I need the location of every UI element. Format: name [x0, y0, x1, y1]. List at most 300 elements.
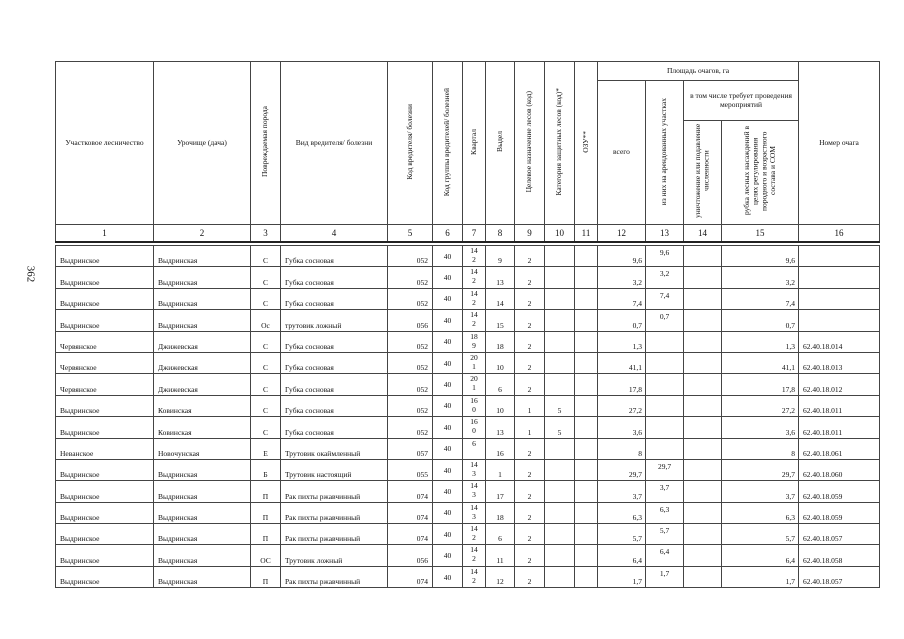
- header-tract: Урочище (дача): [154, 62, 251, 225]
- purpose-cell: 2: [515, 310, 545, 331]
- leased-area-cell: [646, 502, 684, 523]
- total-area-cell: 3,6: [598, 417, 646, 438]
- table-row: [56, 459, 880, 480]
- group-code-cell: 40: [433, 267, 463, 288]
- suppression-cell: [684, 331, 722, 352]
- leased-area-cell: [646, 545, 684, 566]
- pest-cell: Губка сосновая: [281, 288, 388, 309]
- allotment-cell: 14: [486, 288, 515, 309]
- leased-area-cell: [646, 395, 684, 416]
- pest-cell: Губка сосновая: [281, 395, 388, 416]
- group-code-cell: 40: [433, 481, 463, 502]
- category-cell: [545, 310, 575, 331]
- suppression-cell: [684, 459, 722, 480]
- quarter-number: 14: [470, 545, 478, 555]
- quarter-number: 14: [470, 246, 478, 255]
- category-cell: [545, 331, 575, 352]
- felling-area-cell: 9,6: [722, 246, 799, 267]
- allotment-cell: 17: [486, 481, 515, 502]
- header-focus-number: Номер очага: [799, 62, 880, 225]
- category-cell: [545, 352, 575, 373]
- purpose-cell: 2: [515, 267, 545, 288]
- group-code-cell: 40: [433, 545, 463, 566]
- leased-area-cell: [646, 459, 684, 480]
- purpose-cell: 2: [515, 502, 545, 523]
- focus-number-cell: 62.40.18.057: [799, 524, 880, 545]
- pest-cell: трутовик ложный: [281, 310, 388, 331]
- species-cell: С: [251, 395, 281, 416]
- purpose-cell: 2: [515, 374, 545, 395]
- pest-cell: Рак пихты ржавчинный: [281, 502, 388, 523]
- group-code-cell: 40: [433, 459, 463, 480]
- felling-area-cell: 6,4: [722, 545, 799, 566]
- header-quarter: Квартал: [468, 128, 478, 155]
- pest-code-cell: 056: [388, 310, 433, 331]
- leased-area-cell: [646, 310, 684, 331]
- leased-area-cell: [646, 524, 684, 545]
- quarter-number: 14: [470, 310, 478, 320]
- focus-number-cell: 62.40.18.059: [799, 502, 880, 523]
- focus-number-cell: 62.40.18.011: [799, 417, 880, 438]
- total-area-cell: 9,6: [598, 246, 646, 267]
- pest-cell: Рак пихты ржавчинный: [281, 481, 388, 502]
- table-row: [56, 246, 880, 267]
- quarter-suffix: 0: [472, 404, 476, 414]
- species-cell: С: [251, 267, 281, 288]
- column-number: 10: [545, 225, 575, 243]
- quarter-suffix: 3: [472, 468, 476, 478]
- quarter-suffix: 1: [472, 383, 476, 393]
- header-species: Повреждаемая порода: [260, 106, 270, 178]
- total-area-cell: 7,4: [598, 288, 646, 309]
- table-row: [56, 545, 880, 566]
- header-pest-type: Вид вредителя/ болезни: [281, 62, 388, 225]
- felling-area-cell: 41,1: [722, 352, 799, 373]
- table-row: [56, 566, 880, 587]
- suppression-cell: [684, 481, 722, 502]
- tract-cell: Джижевская: [154, 331, 251, 352]
- focus-number-cell: 62.40.18.060: [799, 459, 880, 480]
- suppression-cell: [684, 417, 722, 438]
- pest-code-cell: 074: [388, 481, 433, 502]
- tract-cell: Джижевская: [154, 352, 251, 373]
- pest-code-cell: 057: [388, 438, 433, 459]
- leased-area-value: 6,3: [659, 504, 670, 514]
- column-number: 12: [598, 225, 646, 243]
- allotment-cell: 9: [486, 246, 515, 267]
- header-pest-group-code: Код группы вредителей/ болезней: [442, 87, 452, 196]
- pest-cell: Губка сосновая: [281, 267, 388, 288]
- pest-cell: Рак пихты ржавчинный: [281, 566, 388, 587]
- quarter-suffix: 2: [472, 297, 476, 307]
- forestry-cell: Выдринское: [56, 246, 154, 267]
- forestry-cell: Выдринское: [56, 566, 154, 587]
- leased-area-cell: [646, 331, 684, 352]
- pest-cell: Трутовик настоящий: [281, 459, 388, 480]
- pest-code-cell: 052: [388, 288, 433, 309]
- felling-area-cell: 6,3: [722, 502, 799, 523]
- table-row: [56, 352, 880, 373]
- allotment-cell: 16: [486, 438, 515, 459]
- column-number: 5: [388, 225, 433, 243]
- total-area-cell: 6,4: [598, 545, 646, 566]
- header-pest-code: Код вредителя/ болезни: [404, 103, 414, 180]
- category-cell: [545, 524, 575, 545]
- forestry-cell: Червянское: [56, 374, 154, 395]
- category-cell: [545, 545, 575, 566]
- focus-number-cell: [799, 310, 880, 331]
- felling-area-cell: 29,7: [722, 459, 799, 480]
- leased-area-cell: [646, 417, 684, 438]
- column-number: 14: [684, 225, 722, 243]
- purpose-cell: 2: [515, 246, 545, 267]
- pest-cell: Губка сосновая: [281, 352, 388, 373]
- focus-number-cell: 62.40.18.013: [799, 352, 880, 373]
- quarter-cell: [463, 395, 486, 416]
- leased-area-cell: [646, 352, 684, 373]
- allotment-cell: 6: [486, 374, 515, 395]
- felling-area-cell: 1,3: [722, 331, 799, 352]
- quarter-suffix: 3: [472, 511, 476, 521]
- forestry-cell: Червянское: [56, 331, 154, 352]
- suppression-cell: [684, 545, 722, 566]
- pest-code-cell: 052: [388, 267, 433, 288]
- column-number: 7: [463, 225, 486, 243]
- pest-foci-table: [55, 61, 880, 588]
- purpose-cell: 2: [515, 459, 545, 480]
- header-suppression: уничтожение или подавление численности: [692, 124, 711, 219]
- focus-number-cell: [799, 288, 880, 309]
- quarter-cell: [463, 417, 486, 438]
- column-number: 2: [154, 225, 251, 243]
- pest-cell: Трутовик ложный: [281, 545, 388, 566]
- table-row: [56, 417, 880, 438]
- group-code-cell: 40: [433, 502, 463, 523]
- total-area-cell: 41,1: [598, 352, 646, 373]
- allotment-cell: 1: [486, 459, 515, 480]
- column-number: 3: [251, 225, 281, 243]
- page-number: 362: [24, 265, 37, 283]
- quarter-number: 14: [470, 288, 478, 298]
- purpose-cell: 2: [515, 481, 545, 502]
- quarter-number: 16: [470, 395, 478, 405]
- group-code-cell: 40: [433, 352, 463, 373]
- forestry-cell: Выдринское: [56, 545, 154, 566]
- leased-area-cell: [646, 267, 684, 288]
- ozu-cell: [575, 352, 598, 373]
- category-cell: [545, 566, 575, 587]
- ozu-cell: [575, 481, 598, 502]
- ozu-cell: [575, 374, 598, 395]
- ozu-cell: [575, 288, 598, 309]
- suppression-cell: [684, 310, 722, 331]
- header-protective-category: Категория защитных лесов (код)*: [554, 87, 564, 196]
- header-ozu: ОЗУ**: [580, 130, 590, 153]
- ozu-cell: [575, 502, 598, 523]
- table-row: [56, 524, 880, 545]
- quarter-number: 20: [470, 374, 478, 384]
- leased-area-value: 6,4: [659, 547, 670, 557]
- category-cell: [545, 502, 575, 523]
- tract-cell: Выдринская: [154, 267, 251, 288]
- quarter-cell: [463, 331, 486, 352]
- allotment-cell: 18: [486, 502, 515, 523]
- allotment-cell: 13: [486, 417, 515, 438]
- header-requires-measures: в том числе требует проведения мероприятий: [684, 81, 799, 121]
- quarter-cell: [463, 246, 486, 267]
- pest-code-cell: 055: [388, 459, 433, 480]
- suppression-cell: [684, 566, 722, 587]
- species-cell: ОС: [251, 545, 281, 566]
- leased-area-value: 3,2: [659, 269, 670, 279]
- total-area-cell: 0,7: [598, 310, 646, 331]
- pest-code-cell: 052: [388, 417, 433, 438]
- category-cell: [545, 246, 575, 267]
- column-number: 11: [575, 225, 598, 243]
- allotment-cell: 10: [486, 352, 515, 373]
- category-cell: [545, 267, 575, 288]
- ozu-cell: [575, 246, 598, 267]
- pest-code-cell: 056: [388, 545, 433, 566]
- forestry-cell: Выдринское: [56, 502, 154, 523]
- forestry-cell: Выдринское: [56, 524, 154, 545]
- suppression-cell: [684, 288, 722, 309]
- forestry-cell: Червянское: [56, 352, 154, 373]
- pest-cell: Губка сосновая: [281, 417, 388, 438]
- suppression-cell: [684, 374, 722, 395]
- ozu-cell: [575, 310, 598, 331]
- pest-code-cell: 052: [388, 246, 433, 267]
- table-row: [56, 331, 880, 352]
- suppression-cell: [684, 267, 722, 288]
- focus-number-cell: 62.40.18.061: [799, 438, 880, 459]
- forestry-cell: Выдринское: [56, 417, 154, 438]
- leased-area-value: 0,7: [659, 312, 670, 322]
- quarter-number: 14: [470, 459, 478, 469]
- tract-cell: Выдринская: [154, 502, 251, 523]
- quarter-cell: [463, 288, 486, 309]
- quarter-cell: [463, 352, 486, 373]
- felling-area-cell: 3,2: [722, 267, 799, 288]
- species-cell: Ос: [251, 310, 281, 331]
- forestry-cell: Неванское: [56, 438, 154, 459]
- felling-area-cell: 0,7: [722, 310, 799, 331]
- ozu-cell: [575, 417, 598, 438]
- pest-cell: Губка сосновая: [281, 331, 388, 352]
- allotment-cell: 11: [486, 545, 515, 566]
- purpose-cell: 2: [515, 524, 545, 545]
- ozu-cell: [575, 331, 598, 352]
- header-forestry: Участковое лесничество: [56, 62, 154, 225]
- forestry-cell: Выдринское: [56, 481, 154, 502]
- quarter-cell: [463, 267, 486, 288]
- focus-number-cell: 62.40.18.012: [799, 374, 880, 395]
- quarter-suffix: 2: [472, 575, 476, 585]
- ozu-cell: [575, 438, 598, 459]
- column-number: 8: [486, 225, 515, 243]
- forestry-cell: Выдринское: [56, 310, 154, 331]
- purpose-cell: 1: [515, 417, 545, 438]
- quarter-number: 14: [470, 524, 478, 534]
- purpose-cell: 1: [515, 395, 545, 416]
- category-cell: 5: [545, 395, 575, 416]
- purpose-cell: 2: [515, 545, 545, 566]
- quarter-cell: [463, 566, 486, 587]
- total-area-cell: 3,7: [598, 481, 646, 502]
- leased-area-value: 1,7: [659, 568, 670, 578]
- group-code-cell: 40: [433, 246, 463, 267]
- pest-cell: Рак пихты ржавчинный: [281, 524, 388, 545]
- group-code-cell: 40: [433, 417, 463, 438]
- header-leased: из них на арендованных участках: [659, 97, 669, 205]
- tract-cell: Выдринская: [154, 246, 251, 267]
- species-cell: Е: [251, 438, 281, 459]
- suppression-cell: [684, 502, 722, 523]
- column-number: 1: [56, 225, 154, 243]
- quarter-suffix: 2: [472, 533, 476, 543]
- category-cell: [545, 459, 575, 480]
- quarter-suffix: 0: [472, 426, 476, 436]
- pest-code-cell: 074: [388, 502, 433, 523]
- table-row: [56, 267, 880, 288]
- quarter-number: 14: [470, 267, 478, 277]
- quarter-number: 14: [470, 481, 478, 491]
- group-code-cell: 40: [433, 524, 463, 545]
- leased-area-cell: [646, 374, 684, 395]
- quarter-cell: [463, 545, 486, 566]
- focus-number-cell: [799, 267, 880, 288]
- quarter-suffix: 2: [472, 255, 476, 264]
- felling-area-cell: 17,8: [722, 374, 799, 395]
- purpose-cell: 2: [515, 438, 545, 459]
- species-cell: С: [251, 246, 281, 267]
- quarter-number: 16: [470, 417, 478, 427]
- felling-area-cell: 27,2: [722, 395, 799, 416]
- quarter-cell: [463, 502, 486, 523]
- total-area-cell: 1,3: [598, 331, 646, 352]
- species-cell: П: [251, 481, 281, 502]
- group-code-cell: 40: [433, 566, 463, 587]
- species-cell: С: [251, 374, 281, 395]
- total-area-cell: 8: [598, 438, 646, 459]
- category-cell: [545, 481, 575, 502]
- species-cell: С: [251, 352, 281, 373]
- quarter-cell: [463, 481, 486, 502]
- column-number: 4: [281, 225, 388, 243]
- species-cell: С: [251, 288, 281, 309]
- column-number: 16: [799, 225, 880, 243]
- allotment-cell: 12: [486, 566, 515, 587]
- tract-cell: Выдринская: [154, 566, 251, 587]
- header-total: всего: [598, 81, 646, 225]
- ozu-cell: [575, 267, 598, 288]
- quarter-cell: [463, 374, 486, 395]
- felling-area-cell: 7,4: [722, 288, 799, 309]
- focus-number-cell: 62.40.18.011: [799, 395, 880, 416]
- leased-area-cell: [646, 246, 684, 267]
- column-number: 9: [515, 225, 545, 243]
- leased-area-value: 5,7: [659, 526, 670, 536]
- group-code-cell: 40: [433, 288, 463, 309]
- focus-number-cell: 62.40.18.014: [799, 331, 880, 352]
- tract-cell: Ковинская: [154, 395, 251, 416]
- allotment-cell: 6: [486, 524, 515, 545]
- suppression-cell: [684, 395, 722, 416]
- quarter-number: 14: [470, 566, 478, 576]
- quarter-number: 20: [470, 352, 478, 362]
- ozu-cell: [575, 545, 598, 566]
- focus-number-cell: 62.40.18.057: [799, 566, 880, 587]
- tract-cell: Выдринская: [154, 481, 251, 502]
- forestry-cell: Выдринское: [56, 459, 154, 480]
- leased-area-value: 9,6: [659, 248, 670, 257]
- header-allotment: Выдел: [494, 131, 504, 153]
- quarter-cell: [463, 310, 486, 331]
- forestry-cell: Выдринское: [56, 288, 154, 309]
- group-code-cell: 40: [433, 374, 463, 395]
- quarter-suffix: 3: [472, 490, 476, 500]
- leased-area-value: 7,4: [659, 290, 670, 300]
- species-cell: С: [251, 417, 281, 438]
- pest-cell: Губка сосновая: [281, 374, 388, 395]
- purpose-cell: 2: [515, 566, 545, 587]
- pest-code-cell: 074: [388, 524, 433, 545]
- purpose-cell: 2: [515, 331, 545, 352]
- table-row: [56, 438, 880, 459]
- column-number: 13: [646, 225, 684, 243]
- quarter-number: 6: [472, 438, 476, 448]
- category-cell: [545, 438, 575, 459]
- column-number: 6: [433, 225, 463, 243]
- leased-area-cell: [646, 288, 684, 309]
- suppression-cell: [684, 246, 722, 267]
- species-cell: П: [251, 566, 281, 587]
- header-purpose-code: Целевое назначение лесов (код): [524, 90, 534, 193]
- total-area-cell: 27,2: [598, 395, 646, 416]
- pest-code-cell: 052: [388, 352, 433, 373]
- pest-cell: Трутовик окаймленный: [281, 438, 388, 459]
- quarter-number: 14: [470, 502, 478, 512]
- allotment-cell: 13: [486, 267, 515, 288]
- pest-code-cell: 052: [388, 331, 433, 352]
- leased-area-value: 29,7: [657, 461, 672, 471]
- quarter-cell: [463, 459, 486, 480]
- tract-cell: Ковинская: [154, 417, 251, 438]
- ozu-cell: [575, 566, 598, 587]
- table-row: [56, 288, 880, 309]
- allotment-cell: 15: [486, 310, 515, 331]
- allotment-cell: 10: [486, 395, 515, 416]
- quarter-suffix: 2: [472, 276, 476, 286]
- column-number: 15: [722, 225, 799, 243]
- focus-number-cell: 62.40.18.059: [799, 481, 880, 502]
- group-code-cell: 40: [433, 310, 463, 331]
- category-cell: 5: [545, 417, 575, 438]
- quarter-suffix: 2: [472, 319, 476, 329]
- total-area-cell: 3,2: [598, 267, 646, 288]
- table-row: [56, 395, 880, 416]
- leased-area-cell: [646, 438, 684, 459]
- species-cell: П: [251, 502, 281, 523]
- allotment-cell: 18: [486, 331, 515, 352]
- total-area-cell: 6,3: [598, 502, 646, 523]
- pest-code-cell: 074: [388, 566, 433, 587]
- felling-area-cell: 3,7: [722, 481, 799, 502]
- quarter-suffix: 9: [472, 340, 476, 350]
- leased-area-cell: [646, 566, 684, 587]
- felling-area-cell: 1,7: [722, 566, 799, 587]
- quarter-suffix: 1: [472, 361, 476, 371]
